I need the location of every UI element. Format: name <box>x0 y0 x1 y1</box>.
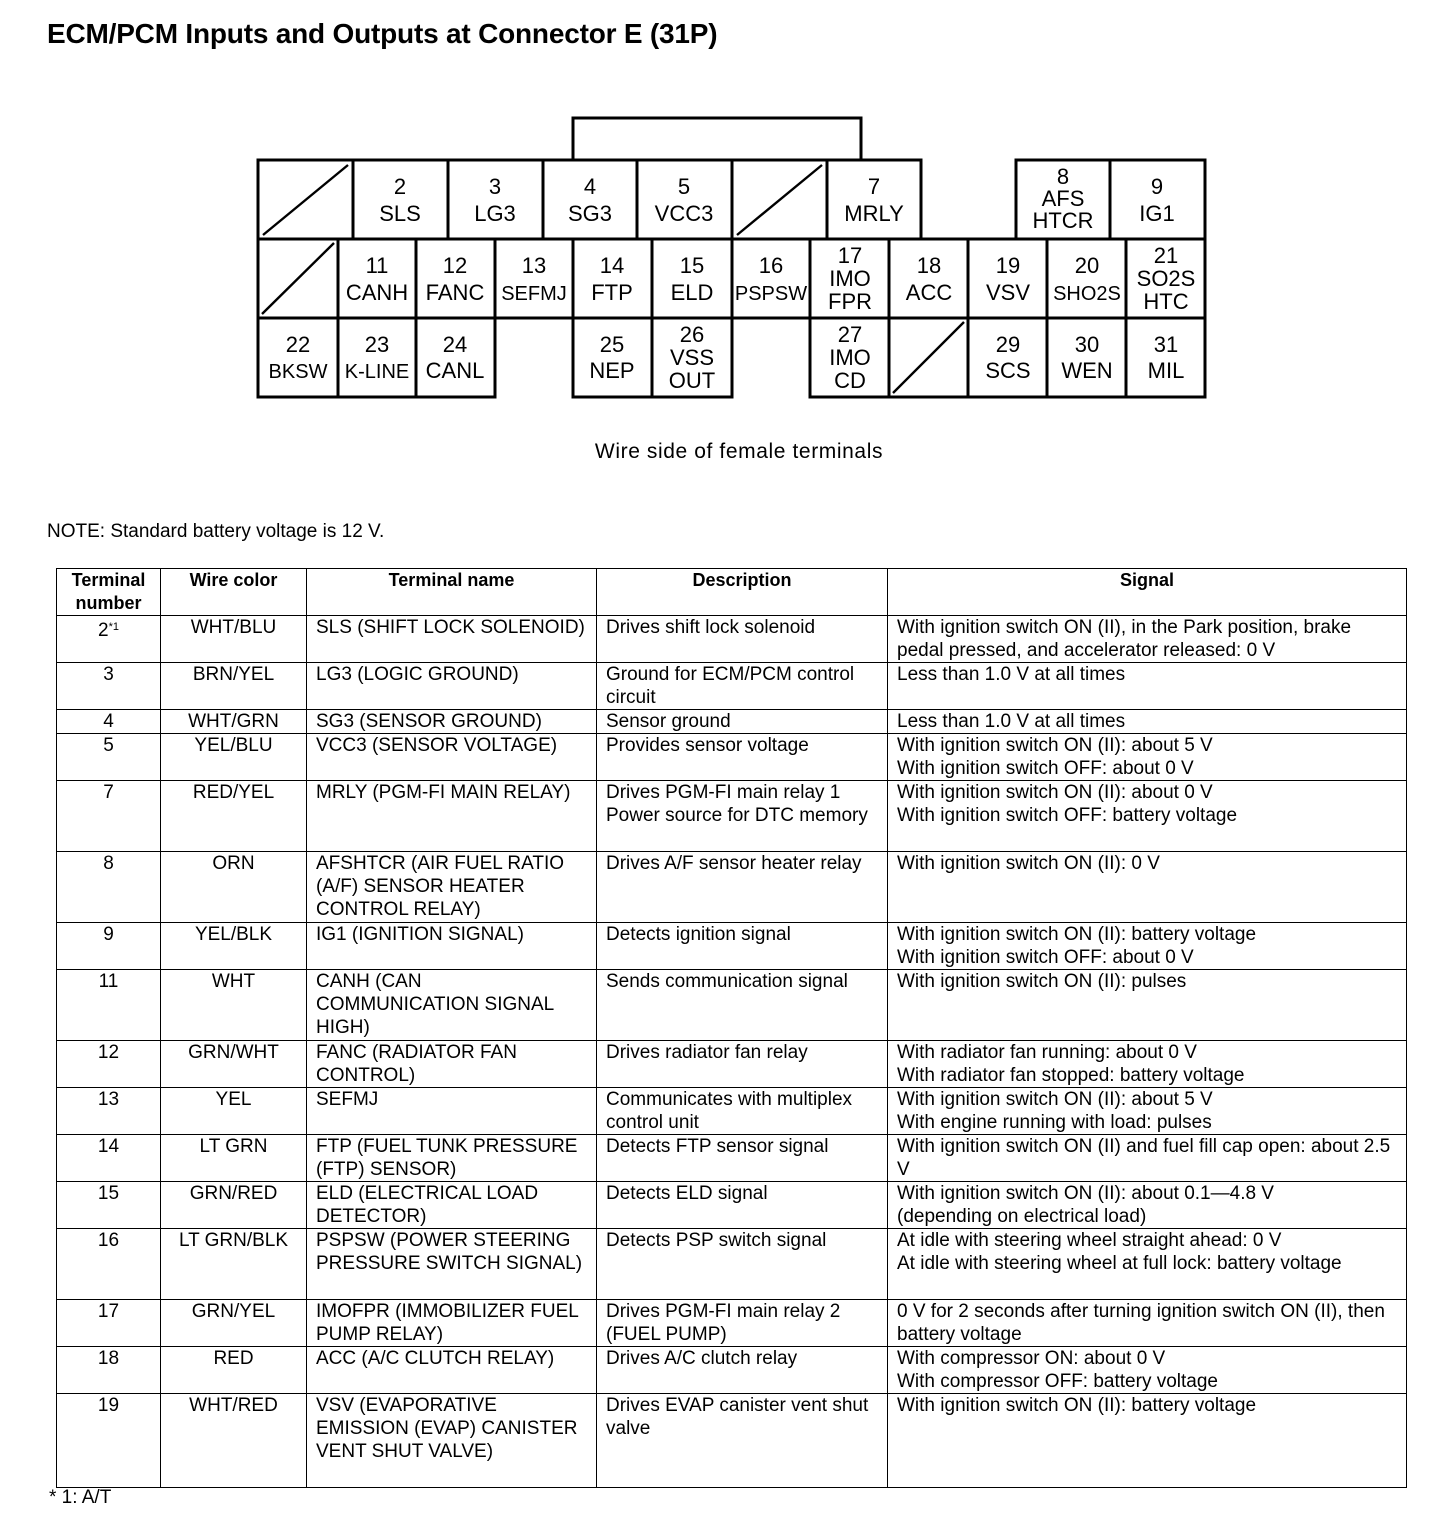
cell-terminal-name: VCC3 (SENSOR VOLTAGE) <box>307 734 597 781</box>
terminal-21-label-2: HTC <box>1143 289 1189 314</box>
cell-terminal-name: SG3 (SENSOR GROUND) <box>307 710 597 734</box>
table-row <box>57 1135 1407 1182</box>
cell-signal: With compressor ON: about 0 V With compressor OFF: battery voltage <box>888 1347 1407 1394</box>
terminal-29-label: SCS <box>985 358 1031 383</box>
cell-terminal-number <box>57 710 161 734</box>
table-row <box>57 616 1407 663</box>
cell-description: Ground for ECM/PCM control circuit <box>597 663 888 710</box>
cell-description: Detects PSP switch signal <box>597 1229 888 1300</box>
cell-wire-color: BRN/YEL <box>161 663 307 710</box>
cell-description: Sends communication signal <box>597 970 888 1041</box>
cell-terminal-name: SLS (SHIFT LOCK SOLENOID) <box>307 616 597 663</box>
table-row <box>57 1394 1407 1488</box>
cell-terminal-name: FTP (FUEL TUNK PRESSURE (FTP) SENSOR) <box>307 1135 597 1182</box>
terminal-23-number: 23 <box>364 332 390 357</box>
cell-terminal-number <box>57 1394 161 1488</box>
terminal-number-value: 5 <box>103 735 114 756</box>
cell-description: Detects FTP sensor signal <box>597 1135 888 1182</box>
terminal-number-value: 11 <box>98 971 119 992</box>
terminal-2-label: SLS <box>379 201 421 226</box>
terminal-5-number: 5 <box>677 174 691 199</box>
cell-terminal-name: ELD (ELECTRICAL LOAD DETECTOR) <box>307 1182 597 1229</box>
terminal-11-label: CANH <box>345 280 409 305</box>
cell-description: Drives EVAP canister vent shut valve <box>597 1394 888 1488</box>
terminal-number-value: 15 <box>97 1183 120 1204</box>
terminal-15-label: ELD <box>670 280 714 305</box>
cell-signal: With ignition switch ON (II): about 0.1—4.8 V (depending on electrical load) <box>888 1182 1407 1229</box>
cell-terminal-number <box>57 852 161 923</box>
terminal-24-number: 24 <box>442 332 468 357</box>
cell-terminal-number <box>57 1135 161 1182</box>
table-row <box>57 663 1407 710</box>
cell-terminal-number <box>57 970 161 1041</box>
cell-wire-color: LT GRN/BLK <box>161 1229 307 1300</box>
cell-description: Communicates with multiplex control unit <box>597 1088 888 1135</box>
header-terminal-name: Terminal name <box>307 569 597 616</box>
cell-signal: With ignition switch ON (II): about 5 V With ignition switch OFF: about 0 V <box>888 734 1407 781</box>
cell-terminal-name: ACC (A/C CLUTCH RELAY) <box>307 1347 597 1394</box>
terminal-12-label: FANC <box>425 280 485 305</box>
battery-note: NOTE: Standard battery voltage is 12 V. <box>47 521 385 542</box>
cell-signal: Less than 1.0 V at all times <box>888 710 1407 734</box>
cell-terminal-name: PSPSW (POWER STEERING PRESSURE SWITCH SIGNAL) <box>307 1229 597 1300</box>
table-row <box>57 970 1407 1041</box>
terminal-7-number: 7 <box>867 174 881 199</box>
terminal-number-value: 4 <box>103 711 114 732</box>
terminal-30-number: 30 <box>1074 332 1100 357</box>
cell-description: Detects ELD signal <box>597 1182 888 1229</box>
terminal-27-number: 27 <box>837 322 863 347</box>
terminal-number-value: 18 <box>97 1348 120 1369</box>
cell-signal: With ignition switch ON (II) and fuel fill cap open: about 2.5 V <box>888 1135 1407 1182</box>
cell-description: Detects ignition signal <box>597 923 888 970</box>
cell-terminal-name: IMOFPR (IMMOBILIZER FUEL PUMP RELAY) <box>307 1300 597 1347</box>
terminal-27-label-2: CD <box>834 368 866 393</box>
terminal-25-number: 25 <box>599 332 625 357</box>
terminal-number-value: 16 <box>97 1230 120 1251</box>
cell-wire-color: LT GRN <box>161 1135 307 1182</box>
cell-wire-color: WHT/GRN <box>161 710 307 734</box>
terminal-number-value: 3 <box>103 664 114 685</box>
terminal-4-number: 4 <box>583 174 597 199</box>
page-title: ECM/PCM Inputs and Outputs at Connector E (31P) <box>47 18 718 49</box>
cell-wire-color: ORN <box>161 852 307 923</box>
table-row <box>57 734 1407 781</box>
cell-wire-color: YEL/BLK <box>161 923 307 970</box>
terminal-17-label-2: FPR <box>828 289 872 314</box>
terminal-table <box>56 568 1407 1488</box>
terminal-16-number: 16 <box>758 253 784 278</box>
cell-wire-color: WHT/RED <box>161 1394 307 1488</box>
terminal-19-number: 19 <box>995 253 1021 278</box>
cell-terminal-number <box>57 923 161 970</box>
terminal-26-label-2: OUT <box>668 368 716 393</box>
cell-terminal-number <box>57 616 161 663</box>
cell-terminal-name: AFSHTCR (AIR FUEL RATIO (A/F) SENSOR HEATER CONTROL RELAY) <box>307 852 597 923</box>
cell-terminal-name: IG1 (IGNITION SIGNAL) <box>307 923 597 970</box>
terminal-number-value: 13 <box>97 1089 120 1110</box>
footnote: * 1: A/T <box>49 1487 112 1508</box>
cell-terminal-number <box>57 1041 161 1088</box>
cell-signal: With ignition switch ON (II): pulses <box>888 970 1407 1041</box>
cell-terminal-number <box>57 1088 161 1135</box>
terminal-18-number: 18 <box>916 253 942 278</box>
cell-wire-color: WHT/BLU <box>161 616 307 663</box>
cell-terminal-number <box>57 1182 161 1229</box>
terminal-8-label-2: HTCR <box>1032 208 1094 233</box>
terminal-4-label: SG3 <box>567 201 613 226</box>
table-row <box>57 1041 1407 1088</box>
terminal-11-number: 11 <box>365 253 389 278</box>
header-signal: Signal <box>888 569 1407 616</box>
connector-caption: Wire side of female terminals <box>594 440 884 463</box>
cell-terminal-number <box>57 1300 161 1347</box>
cell-terminal-number <box>57 734 161 781</box>
cell-terminal-number <box>57 1229 161 1300</box>
terminal-12-number: 12 <box>442 253 468 278</box>
header-wire-color: Wire color <box>161 569 307 616</box>
cell-wire-color: GRN/YEL <box>161 1300 307 1347</box>
cell-description: Drives A/F sensor heater relay <box>597 852 888 923</box>
terminal-30-label: WEN <box>1061 358 1113 383</box>
terminal-22-label: BKSW <box>268 361 328 383</box>
cell-signal: Less than 1.0 V at all times <box>888 663 1407 710</box>
terminal-17-number: 17 <box>837 243 863 268</box>
header-description: Description <box>597 569 888 616</box>
cell-signal: At idle with steering wheel straight ahead: 0 V At idle with steering wheel at full lock: battery voltage <box>888 1229 1407 1300</box>
table-header-row <box>57 569 1407 616</box>
terminal-13-number: 13 <box>521 253 547 278</box>
cell-terminal-name: CANH (CAN COMMUNICATION SIGNAL HIGH) <box>307 970 597 1041</box>
cell-signal: With ignition switch ON (II), in the Park position, brake pedal pressed, and accelerator released: 0 V <box>888 616 1407 663</box>
terminal-9-label: IG1 <box>1139 201 1175 226</box>
terminal-31-number: 31 <box>1153 332 1179 357</box>
cell-wire-color: GRN/WHT <box>161 1041 307 1088</box>
cell-description: Drives shift lock solenoid <box>597 616 888 663</box>
terminal-18-label: ACC <box>905 280 953 305</box>
terminal-number-value: 7 <box>103 782 114 803</box>
cell-signal: With ignition switch ON (II): about 5 V With engine running with load: pulses <box>888 1088 1407 1135</box>
cell-description: Drives PGM-FI main relay 1 Power source for DTC memory <box>597 781 888 852</box>
table-row <box>57 1182 1407 1229</box>
connector-diagram <box>0 0 1456 430</box>
terminal-24-label: CANL <box>425 358 485 383</box>
cell-signal: With ignition switch ON (II): battery voltage With ignition switch OFF: about 0 V <box>888 923 1407 970</box>
terminal-3-label: LG3 <box>474 201 516 226</box>
cell-terminal-name: FANC (RADIATOR FAN CONTROL) <box>307 1041 597 1088</box>
terminal-9-number: 9 <box>1150 174 1164 199</box>
cell-terminal-name: SEFMJ <box>307 1088 597 1135</box>
terminal-number-value: 14 <box>97 1136 120 1157</box>
cell-signal: With ignition switch ON (II): 0 V <box>888 852 1407 923</box>
table-row <box>57 852 1407 923</box>
terminal-number-value: 9 <box>103 924 114 945</box>
terminal-7-label: MRLY <box>844 201 904 226</box>
cell-wire-color: YEL/BLU <box>161 734 307 781</box>
terminal-29-number: 29 <box>995 332 1021 357</box>
terminal-21-number: 21 <box>1153 243 1179 268</box>
terminal-31-label: MIL <box>1147 358 1185 383</box>
cell-wire-color: GRN/RED <box>161 1182 307 1229</box>
terminal-3-number: 3 <box>488 174 502 199</box>
header-terminal-number: Terminal number <box>57 569 161 616</box>
table-row <box>57 781 1407 852</box>
terminal-8-label: AFS <box>1041 186 1085 211</box>
terminal-14-number: 14 <box>599 253 625 278</box>
terminal-number-value: 8 <box>103 853 114 874</box>
terminal-26-number: 26 <box>679 322 705 347</box>
table-row <box>57 923 1407 970</box>
cell-terminal-number <box>57 781 161 852</box>
terminal-21-label: SO2S <box>1136 266 1196 291</box>
cell-terminal-number <box>57 663 161 710</box>
cell-terminal-name: VSV (EVAPORATIVE EMISSION (EVAP) CANISTER VENT SHUT VALVE) <box>307 1394 597 1488</box>
terminal-number-value: 19 <box>97 1395 120 1416</box>
cell-terminal-name: MRLY (PGM-FI MAIN RELAY) <box>307 781 597 852</box>
terminal-14-label: FTP <box>591 280 633 305</box>
cell-description: Drives radiator fan relay <box>597 1041 888 1088</box>
cell-signal: 0 V for 2 seconds after turning ignition switch ON (II), then battery voltage <box>888 1300 1407 1347</box>
terminal-number-value: 17 <box>97 1301 120 1322</box>
cell-wire-color: YEL <box>161 1088 307 1135</box>
terminal-20-number: 20 <box>1074 253 1100 278</box>
terminal-13-label: SEFMJ <box>501 283 567 305</box>
cell-description: Sensor ground <box>597 710 888 734</box>
terminal-8-number: 8 <box>1056 164 1070 189</box>
table-row <box>57 1347 1407 1394</box>
cell-terminal-name: LG3 (LOGIC GROUND) <box>307 663 597 710</box>
terminal-5-label: VCC3 <box>654 201 714 226</box>
terminal-15-number: 15 <box>679 253 705 278</box>
terminal-27-label: IMO <box>829 345 871 370</box>
terminal-26-label: VSS <box>669 345 715 370</box>
cell-description: Provides sensor voltage <box>597 734 888 781</box>
table-row <box>57 1300 1407 1347</box>
terminal-2-number: 2 <box>393 174 407 199</box>
terminal-19-label: VSV <box>985 280 1031 305</box>
terminal-number-value: 2 <box>98 620 109 641</box>
terminal-22-number: 22 <box>285 332 311 357</box>
cell-description: Drives PGM-FI main relay 2 (FUEL PUMP) <box>597 1300 888 1347</box>
terminal-20-label: SHO2S <box>1053 283 1121 305</box>
cell-description: Drives A/C clutch relay <box>597 1347 888 1394</box>
cell-wire-color: RED/YEL <box>161 781 307 852</box>
table-row <box>57 1088 1407 1135</box>
cell-signal: With ignition switch ON (II): about 0 V With ignition switch OFF: battery voltage <box>888 781 1407 852</box>
table-row <box>57 710 1407 734</box>
terminal-number-value: 12 <box>97 1042 120 1063</box>
cell-wire-color: RED <box>161 1347 307 1394</box>
footnote-marker: *1 <box>108 621 119 633</box>
cell-terminal-number <box>57 1347 161 1394</box>
table-row <box>57 1229 1407 1300</box>
terminal-17-label: IMO <box>829 266 871 291</box>
terminal-23-label: K-LINE <box>344 361 410 383</box>
cell-signal: With ignition switch ON (II): battery voltage <box>888 1394 1407 1488</box>
cell-signal: With radiator fan running: about 0 V With radiator fan stopped: battery voltage <box>888 1041 1407 1088</box>
terminal-25-label: NEP <box>589 358 635 383</box>
cell-wire-color: WHT <box>161 970 307 1041</box>
terminal-16-label: PSPSW <box>734 283 808 305</box>
